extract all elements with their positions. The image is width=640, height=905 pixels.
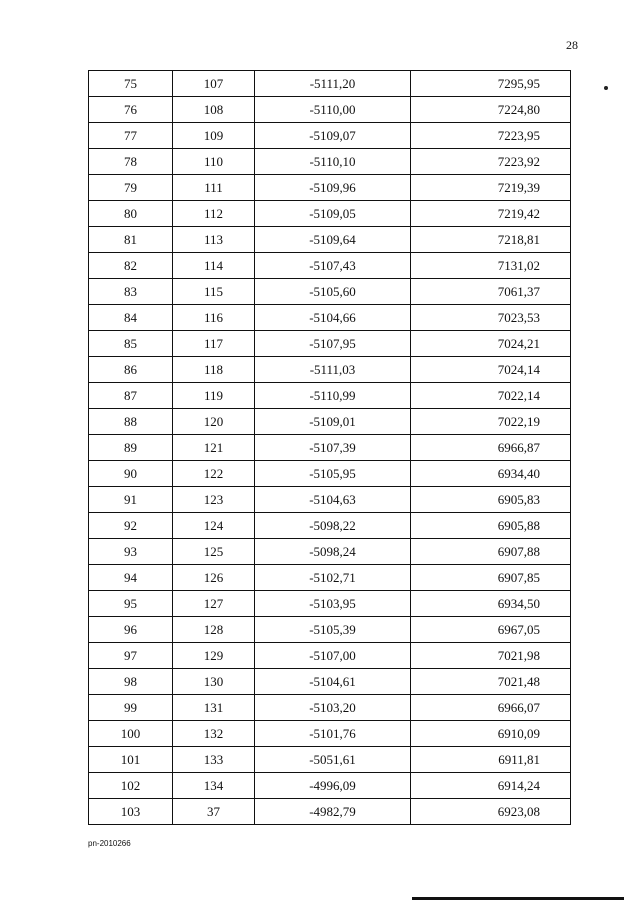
table-row (89, 747, 571, 773)
point-number-cell: 76 (89, 97, 173, 123)
vertex-number-cell: 108 (173, 97, 255, 123)
table-row (89, 331, 571, 357)
x-coordinate-cell: -5098,22 (255, 513, 411, 539)
vertex-number-cell: 130 (173, 669, 255, 695)
y-coordinate-cell: 6914,24 (411, 773, 571, 799)
x-coordinate-cell: -5104,66 (255, 305, 411, 331)
y-coordinate-cell: 6966,07 (411, 695, 571, 721)
point-number-cell: 84 (89, 305, 173, 331)
y-coordinate-cell: 7022,14 (411, 383, 571, 409)
vertex-number-cell: 119 (173, 383, 255, 409)
table-row (89, 123, 571, 149)
y-coordinate-cell: 7021,98 (411, 643, 571, 669)
y-coordinate-cell: 7295,95 (411, 71, 571, 97)
x-coordinate-cell: -5110,99 (255, 383, 411, 409)
bottom-rule (412, 897, 624, 900)
table-row (89, 695, 571, 721)
table-row (89, 513, 571, 539)
vertex-number-cell: 128 (173, 617, 255, 643)
vertex-number-cell: 110 (173, 149, 255, 175)
table-row (89, 565, 571, 591)
vertex-number-cell: 133 (173, 747, 255, 773)
table-row (89, 279, 571, 305)
vertex-number-cell: 109 (173, 123, 255, 149)
y-coordinate-cell: 6907,85 (411, 565, 571, 591)
x-coordinate-cell: -5109,64 (255, 227, 411, 253)
margin-dot (604, 86, 608, 90)
y-coordinate-cell: 6905,88 (411, 513, 571, 539)
x-coordinate-cell: -5107,39 (255, 435, 411, 461)
y-coordinate-cell: 7061,37 (411, 279, 571, 305)
y-coordinate-cell: 7223,95 (411, 123, 571, 149)
y-coordinate-cell: 6966,87 (411, 435, 571, 461)
table-row (89, 461, 571, 487)
vertex-number-cell: 123 (173, 487, 255, 513)
vertex-number-cell: 134 (173, 773, 255, 799)
vertex-number-cell: 126 (173, 565, 255, 591)
point-number-cell: 102 (89, 773, 173, 799)
y-coordinate-cell: 7219,42 (411, 201, 571, 227)
vertex-number-cell: 127 (173, 591, 255, 617)
vertex-number-cell: 125 (173, 539, 255, 565)
x-coordinate-cell: -5109,01 (255, 409, 411, 435)
vertex-number-cell: 122 (173, 461, 255, 487)
table-row (89, 383, 571, 409)
vertex-number-cell: 107 (173, 71, 255, 97)
table-row (89, 305, 571, 331)
point-number-cell: 101 (89, 747, 173, 773)
point-number-cell: 98 (89, 669, 173, 695)
y-coordinate-cell: 7024,14 (411, 357, 571, 383)
point-number-cell: 75 (89, 71, 173, 97)
point-number-cell: 77 (89, 123, 173, 149)
point-number-cell: 96 (89, 617, 173, 643)
vertex-number-cell: 111 (173, 175, 255, 201)
x-coordinate-cell: -5109,05 (255, 201, 411, 227)
x-coordinate-cell: -5098,24 (255, 539, 411, 565)
vertex-number-cell: 116 (173, 305, 255, 331)
table-row (89, 201, 571, 227)
y-coordinate-cell: 7022,19 (411, 409, 571, 435)
vertex-number-cell: 114 (173, 253, 255, 279)
vertex-number-cell: 131 (173, 695, 255, 721)
vertex-number-cell: 118 (173, 357, 255, 383)
page-number: 28 (566, 38, 578, 52)
point-number-cell: 86 (89, 357, 173, 383)
vertex-number-cell: 120 (173, 409, 255, 435)
x-coordinate-cell: -4982,79 (255, 799, 411, 825)
point-number-cell: 81 (89, 227, 173, 253)
table-row (89, 97, 571, 123)
table-row (89, 773, 571, 799)
x-coordinate-cell: -5109,96 (255, 175, 411, 201)
y-coordinate-cell: 6923,08 (411, 799, 571, 825)
point-number-cell: 87 (89, 383, 173, 409)
table-row (89, 487, 571, 513)
point-number-cell: 78 (89, 149, 173, 175)
table-row (89, 721, 571, 747)
y-coordinate-cell: 6910,09 (411, 721, 571, 747)
point-number-cell: 94 (89, 565, 173, 591)
y-coordinate-cell: 6911,81 (411, 747, 571, 773)
x-coordinate-cell: -5104,61 (255, 669, 411, 695)
y-coordinate-cell: 6907,88 (411, 539, 571, 565)
point-number-cell: 88 (89, 409, 173, 435)
point-number-cell: 85 (89, 331, 173, 357)
table-row (89, 799, 571, 825)
point-number-cell: 90 (89, 461, 173, 487)
x-coordinate-cell: -5104,63 (255, 487, 411, 513)
table-row (89, 435, 571, 461)
x-coordinate-cell: -5101,76 (255, 721, 411, 747)
point-number-cell: 103 (89, 799, 173, 825)
table-row (89, 539, 571, 565)
table-row (89, 175, 571, 201)
point-number-cell: 100 (89, 721, 173, 747)
vertex-number-cell: 132 (173, 721, 255, 747)
y-coordinate-cell: 6905,83 (411, 487, 571, 513)
x-coordinate-cell: -5102,71 (255, 565, 411, 591)
vertex-number-cell: 124 (173, 513, 255, 539)
table-row (89, 71, 571, 97)
y-coordinate-cell: 7024,21 (411, 331, 571, 357)
point-number-cell: 82 (89, 253, 173, 279)
table-row (89, 357, 571, 383)
table-row (89, 253, 571, 279)
vertex-number-cell: 37 (173, 799, 255, 825)
point-number-cell: 97 (89, 643, 173, 669)
vertex-number-cell: 113 (173, 227, 255, 253)
x-coordinate-cell: -5110,10 (255, 149, 411, 175)
vertex-number-cell: 121 (173, 435, 255, 461)
y-coordinate-cell: 7219,39 (411, 175, 571, 201)
x-coordinate-cell: -5105,39 (255, 617, 411, 643)
y-coordinate-cell: 7224,80 (411, 97, 571, 123)
table-row (89, 591, 571, 617)
vertex-number-cell: 129 (173, 643, 255, 669)
point-number-cell: 91 (89, 487, 173, 513)
point-number-cell: 93 (89, 539, 173, 565)
y-coordinate-cell: 7223,92 (411, 149, 571, 175)
y-coordinate-cell: 6934,50 (411, 591, 571, 617)
vertex-number-cell: 112 (173, 201, 255, 227)
point-number-cell: 79 (89, 175, 173, 201)
table-row (89, 149, 571, 175)
vertex-number-cell: 117 (173, 331, 255, 357)
table-row (89, 669, 571, 695)
y-coordinate-cell: 7131,02 (411, 253, 571, 279)
point-number-cell: 89 (89, 435, 173, 461)
x-coordinate-cell: -5103,95 (255, 591, 411, 617)
x-coordinate-cell: -5111,20 (255, 71, 411, 97)
x-coordinate-cell: -5051,61 (255, 747, 411, 773)
y-coordinate-cell: 7021,48 (411, 669, 571, 695)
point-number-cell: 99 (89, 695, 173, 721)
x-coordinate-cell: -5107,00 (255, 643, 411, 669)
x-coordinate-cell: -5107,43 (255, 253, 411, 279)
vertex-number-cell: 115 (173, 279, 255, 305)
y-coordinate-cell: 6967,05 (411, 617, 571, 643)
point-number-cell: 83 (89, 279, 173, 305)
x-coordinate-cell: -5111,03 (255, 357, 411, 383)
x-coordinate-cell: -5105,95 (255, 461, 411, 487)
point-number-cell: 80 (89, 201, 173, 227)
coordinates-table (88, 70, 571, 825)
table-row (89, 617, 571, 643)
point-number-cell: 95 (89, 591, 173, 617)
point-number-cell: 92 (89, 513, 173, 539)
y-coordinate-cell: 7218,81 (411, 227, 571, 253)
table-row (89, 409, 571, 435)
x-coordinate-cell: -5105,60 (255, 279, 411, 305)
coordinates-table-body (89, 71, 571, 825)
x-coordinate-cell: -5103,20 (255, 695, 411, 721)
y-coordinate-cell: 6934,40 (411, 461, 571, 487)
x-coordinate-cell: -4996,09 (255, 773, 411, 799)
x-coordinate-cell: -5110,00 (255, 97, 411, 123)
table-row (89, 643, 571, 669)
document-code: pn-2010266 (88, 839, 131, 848)
x-coordinate-cell: -5107,95 (255, 331, 411, 357)
table-row (89, 227, 571, 253)
x-coordinate-cell: -5109,07 (255, 123, 411, 149)
y-coordinate-cell: 7023,53 (411, 305, 571, 331)
